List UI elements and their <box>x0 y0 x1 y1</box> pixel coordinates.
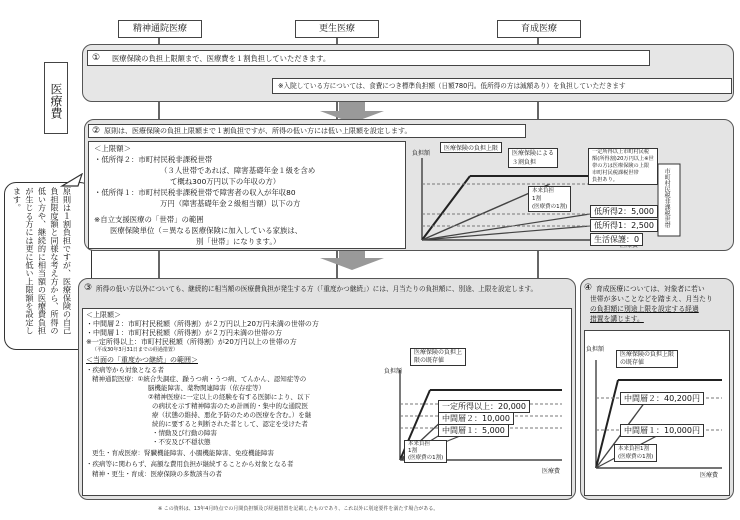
column-header-development: 育成医療 <box>497 20 581 38</box>
section2-line-0: ・低所得２：市町村民税非課税世帯 <box>94 155 213 164</box>
section2-line-1: （３人世帯であれば、障害基礎年金１級を含め <box>160 166 316 175</box>
section3-line-1: ・中間層１：市町村民税額（所得割）が２万円未満の世帯の方 <box>86 329 282 337</box>
s3-callout-top: 医療保険の負担上 限の既存値 <box>410 348 466 366</box>
section3-scope-head: ＜当面の「重度かつ継続」の範囲＞ <box>86 356 198 364</box>
section3-scope-11: 精神・更生・育成：医療保険の多数該当の者 <box>92 470 222 478</box>
s4-xlabel: 医療費 <box>700 472 719 479</box>
section3-scope-10: ・疾病等に関わらず、高額な費用負担が継続することから対象となる者 <box>86 460 294 468</box>
section1-number: ① <box>92 53 101 63</box>
side-title: 医療費 <box>44 62 68 134</box>
section2-note-0: ※自立支援医療の「世帯」の範囲 <box>94 215 204 224</box>
s2-callout-right: 医療保険による ３割負担 <box>508 148 558 168</box>
s4-value-mid1: 中間層１：10,000円 <box>620 424 704 437</box>
s4-ylabel: 負担額 <box>586 346 605 353</box>
section2-number: ② <box>92 126 101 136</box>
section3-scope-5: 療（状態の維持、悪化予防のための医療を含む。）を継 <box>152 411 312 419</box>
section3-number: ③ <box>84 283 93 293</box>
section2-note-1: 医療保険単位（＝異なる医療保険に加入している家族は、 <box>110 226 303 235</box>
section3-scope-7: ・情動及び行動の障害 <box>152 429 217 437</box>
s2-line-low1 <box>422 226 590 240</box>
s3-xlabel: 医療費 <box>542 468 561 475</box>
section4-text-0: 育成医療については、対象者に若い <box>596 285 705 293</box>
section3-limit-head: ＜上限額＞ <box>86 311 121 319</box>
s2-ylabel: 負担額 <box>412 150 431 157</box>
footnote: ※ この資料は、13年4月時点での月間負担額及び経過措置を記載したものであり、これ以外に別途要件を満たす場合がある。 <box>158 506 439 512</box>
section3-line-0: ・中間層２：市町村民税額（所得割）が２万円以上20万円未満の世帯の方 <box>86 320 319 328</box>
s2-line-steep <box>422 176 470 240</box>
s2-callout-bottom: 本来負担 1割 (医療費の1割) <box>528 186 571 212</box>
column-header-rehabilitation: 更生医療 <box>295 20 379 38</box>
s2-callout-top: 医療保険の負担上限 <box>440 142 502 153</box>
section4-text-1: 世帯が多いことなどを踏まえ、月当たり <box>590 295 713 303</box>
section3-scope-9: 更生・育成医療：腎臓機能障害、小腸機能障害、免疫機能障害 <box>92 449 274 457</box>
section2-title: 原則は、医療保険の負担上限額まで１割負担ですが、所得の低い方には低い上限額を設定します。 <box>104 127 412 135</box>
section3-scope-0: ・疾病等から対象となる者 <box>86 366 164 374</box>
section3-scope-3: ②精神医療に一定以上の経験を有する医師により、以下 <box>148 393 310 401</box>
section3-scope-6: 続的に要すると判断された者として、認定を受けた者 <box>152 420 308 428</box>
s3-ylabel: 負担額 <box>384 368 403 375</box>
section3-scope-4: の病状を示す精神障害のため計画的・集中的な通院医 <box>152 402 308 410</box>
section4-graph <box>588 350 728 480</box>
section3-title: 所得の低い方以外についても、継続的に相当額の医療費負担が発生する方（「重度かつ継続」）には、月当たりの負担額に、別途、上限を設定します。 <box>96 285 538 293</box>
s2-value-low1: 低所得1：2,500 <box>590 219 658 232</box>
s4-callout-bottom: 本来負担1割 (医療費の1割) <box>614 444 657 462</box>
s2-line-low2 <box>422 214 590 240</box>
section2-limit-head: ＜上限額＞ <box>94 144 131 153</box>
column-header-psychiatric: 精神通院医療 <box>118 20 202 38</box>
s3-callout-bottom: 本来負担 1割 (医療費の1割) <box>404 440 447 463</box>
section4-number: ④ <box>584 283 593 293</box>
section3-scope-2: 脳機能障害、薬物関連障害（依存症等） <box>148 384 265 392</box>
section3-line-3: （平成30年3月31日までの経過措置） <box>92 347 178 353</box>
s3-value-mid1: 中間層１：5,000 <box>438 424 509 437</box>
s3-value-high: 一定所得以上：20,000 <box>438 400 530 413</box>
section2-line-4: 万円（障害基礎年金２級相当額）以下の方 <box>160 199 301 208</box>
section4-text-2: の負担額に別途上限を設定する経過 <box>590 305 699 313</box>
section2-line-3: ・低所得１：市町村民税非課税世帯で障害者の収入が年収80 <box>94 188 296 197</box>
section3-scope-1: 精神通院医療：①統合失調症、躁うつ病・うつ病、てんかん、認知症等の <box>92 375 307 383</box>
section3-line-2: ※一定所得以上：市町村民税額（所得割）が20万円以上の世帯の方 <box>86 338 297 346</box>
s4-callout-top: 医療保険の負担上限 の既存値 <box>616 350 678 368</box>
section1-note: ※入院している方については、食費につき標準負担額（日額780円。低所得の方は減額あり）を負担していただきます <box>278 82 626 90</box>
s2-side-vertical: 市町村民税非課税世帯 <box>663 168 671 228</box>
side-note-text: 原則は１割負担ですが、医療保険の自己負担限度額と同様な考え方から、所得の低い方や、継続的に相当額の医療費負担が生じる方には更に低い上限額を設定します。 <box>12 187 73 335</box>
s3-value-mid2: 中間層２：10,000 <box>438 412 514 425</box>
s2-callout-low: 一定所得以上市町村民税 額(所得割)20万円以上※世 帯の方は医療保険の上限 市町村民税課税世帯 負担あり。 <box>588 148 658 185</box>
section1-text: 医療保険の負担上限額まで、医療費を１割負担していただきます。 <box>112 54 331 63</box>
section3-scope-8: ・不安及び不穏状態 <box>152 438 211 446</box>
arrow-down-2 <box>320 258 384 270</box>
section2-note-2: 別「世帯」になります。） <box>196 237 281 246</box>
s2-value-low2: 低所得2：5,000 <box>590 205 658 218</box>
section2-line-2: て概ね300万円以下の年収の方） <box>170 177 281 186</box>
s4-value-mid2: 中間層２：40,200円 <box>620 392 704 405</box>
section4-text-3: 措置を講じます。 <box>590 315 644 323</box>
s2-value-welfare: 生活保護：0 <box>590 233 643 246</box>
